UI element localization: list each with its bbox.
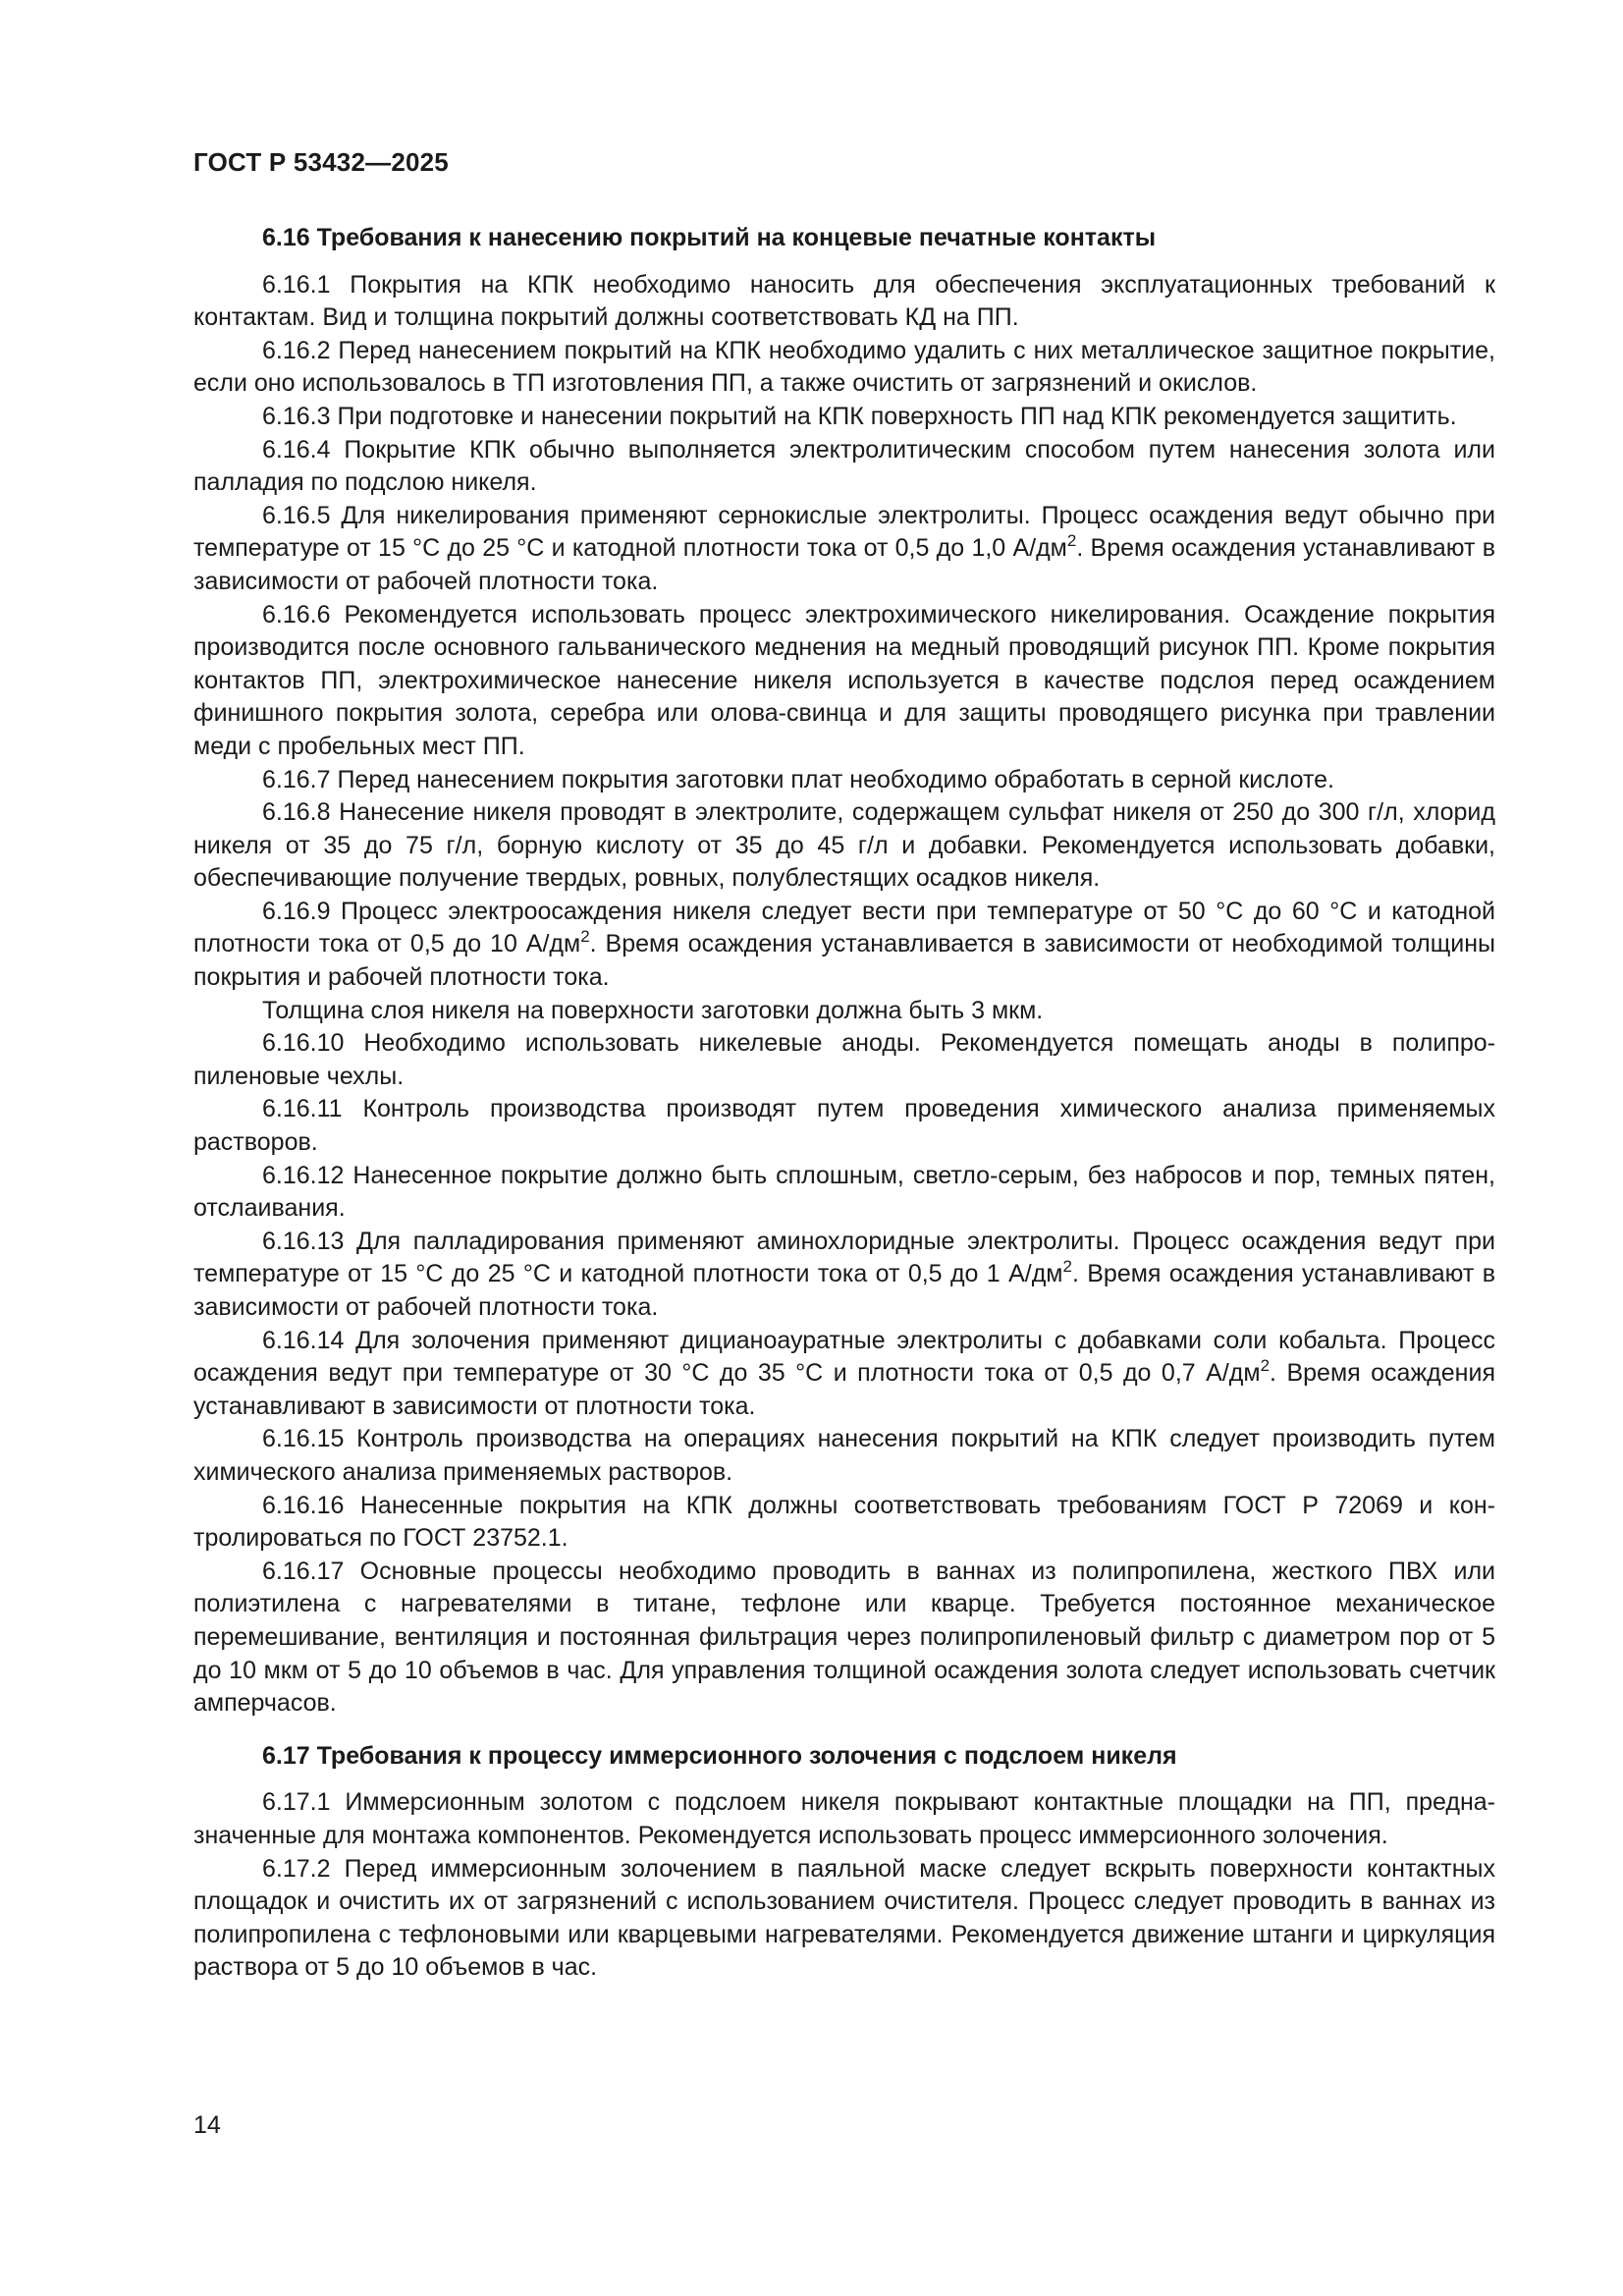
paragraph: 6.16.16 Нанесенные покрытия на КПК должны соответствовать требованиям ГОСТ Р 72069 и контролироваться по ГОСТ 23752.1. — [193, 1491, 1495, 1553]
paragraph: 6.17.1 Иммерсионным золотом с подслоем никеля покрывают контактные площадки на ПП, предназначенные для монтажа компонентов. Рекомендуется использовать процесс иммерсионного золочения. — [193, 1788, 1495, 1849]
paragraph: 6.16.10 Необходимо использовать никелевые аноды. Рекомендуется помещать аноды в полипропиленовые чехлы. — [193, 1029, 1495, 1090]
paragraph: 6.16.9 Процесс электроосаждения никеля следует вести при температуре от 50 °С до 60 °С и катодной плотности тока от 0,5 до 10 $А/дм^2$. Время осаждения устанавливается в зависимости от необходимой толщины покрытия и рабочей плотности тока. — [193, 897, 1495, 992]
paragraph: 6.16.4 Покрытие КПК обычно выполняется электролитическим способом путем нанесения золота или палладия по подслою никеля. — [193, 435, 1495, 497]
paragraph: 6.16.3 При подготовке и нанесении покрытий на КПК поверхность ПП над КПК рекомендуется защитить. — [262, 402, 1457, 430]
superscript: 2 — [1062, 1257, 1072, 1277]
paragraph: 6.16.11 Контроль производства производят путем проведения химического анализа применяемых растворов. — [193, 1095, 1495, 1157]
paragraph: 6.16.17 Основные процессы необходимо проводить в ваннах из полипропилена, жесткого ПВХ или полиэтилена с нагревателями в титане, тефлоне или кварце. Требуется постоянное механическое перемешивание, вентиляция и постоянная фильтрация через полипропиленовый фильтр с диаметром пор от 5 до 10 мкм от 5 до 10 объемов в час. Для управления толщиной осаждения золота следует использовать счетчик амперчасов. — [193, 1557, 1495, 1718]
superscript: 2 — [580, 927, 590, 947]
section-title: 6.16 Требования к нанесению покрытий на концевые печатные контакты — [262, 224, 1157, 251]
section-title: 6.17 Требования к процессу иммерсионного золочения с подслоем никеля — [262, 1741, 1177, 1770]
paragraph: 6.16.15 Контроль производства на операциях нанесения покрытий на КПК следует производить путем химического анализа применяемых растворов. — [193, 1425, 1495, 1486]
superscript: 2 — [1066, 531, 1077, 551]
document-standard-id: ГОСТ Р 53432—2025 — [193, 147, 449, 177]
paragraph: 6.16.13 Для палладирования применяют аминохлоридные электролиты. Процесс осаждения ведут при температуре от 15 °С до 25 °С и катодной плотности тока от 0,5 до 1 $А/дм^2$. Время осаждения устанавливают в зависимости от рабочей плотности тока. — [193, 1227, 1495, 1321]
paragraph: 6.16.1 Покрытия на КПК необходимо наносить для обеспечения эксплуатационных требований к контактам. Вид и толщина покрытий должны соответствовать КД на ПП. — [193, 270, 1495, 332]
paragraph: 6.16.5 Для никелирования применяют сернокислые электролиты. Процесс осаждения ведут обычно при температуре от 15 °С до 25 °С и катодной плотности тока от 0,5 до 1,0 $А/дм^2$. Время осаждения устанавливают в зависимости от рабочей плотности тока. — [193, 501, 1495, 595]
document-body — [193, 222, 1495, 1985]
paragraph: 6.16.8 Нанесение никеля проводят в электролите, содержащем сульфат никеля от 250 до 300 г/л, хлорид никеля от 35 до 75 г/л, борную кислоту от 35 до 45 г/л и добавки. Рекомендуется использовать добавки, обеспечивающие получение твердых, ровных, полублестящих осадков никеля. — [193, 798, 1495, 893]
superscript: 2 — [1260, 1355, 1271, 1375]
paragraph: 6.16.7 Перед нанесением покрытия заготовки плат необходимо обработать в серной кислоте. — [262, 765, 1334, 793]
paragraph: Толщина слоя никеля на поверхности заготовки должна быть 3 мкм. — [262, 996, 1044, 1024]
paragraph: 6.16.2 Перед нанесением покрытий на КПК необходимо удалить с них металлическое защитное покрытие, если оно использовалось в ТП изготовления ПП, а также очистить от загрязнений и окислов. — [193, 336, 1495, 398]
paragraph: 6.16.14 Для золочения применяют дицианоауратные электролиты с добавками соли кобальта. Процесс осаждения ведут при температуре от 30 °С до 35 °С и плотности тока от 0,5 до 0,7 $А/дм^2$. Время осаждения устанавливают в зависимости от плотности тока. — [193, 1326, 1495, 1420]
paragraph: 6.16.6 Рекомендуется использовать процесс электрохимического никелирования. Осаждение покрытия производится после основного гальванического меднения на медный проводящий рисунок ПП. Кроме покрытия контактов ПП, электрохимическое нанесение никеля используется в качестве подслоя перед осаждением финишного покрытия золота, серебра или олова-свинца и для защиты проводящего рисунка при травлении меди с пробельных мест ПП. — [193, 600, 1495, 760]
paragraph: 6.17.2 Перед иммерсионным золочением в паяльной маске следует вскрыть поверхности контактных площадок и очистить их от загрязнений с использованием очистителя. Процесс следует проводить в ваннах из полипропилена с тефлоновыми или кварцевыми нагревателями. Рекомендуется движение штанги и циркуляция раствора от 5 до 10 объемов в час. — [193, 1854, 1495, 1982]
paragraph: 6.16.12 Нанесенное покрытие должно быть сплошным, светло-серым, без набросов и пор, темных пятен, отслаивания. — [193, 1161, 1495, 1223]
page-number: 14 — [193, 2111, 221, 2139]
